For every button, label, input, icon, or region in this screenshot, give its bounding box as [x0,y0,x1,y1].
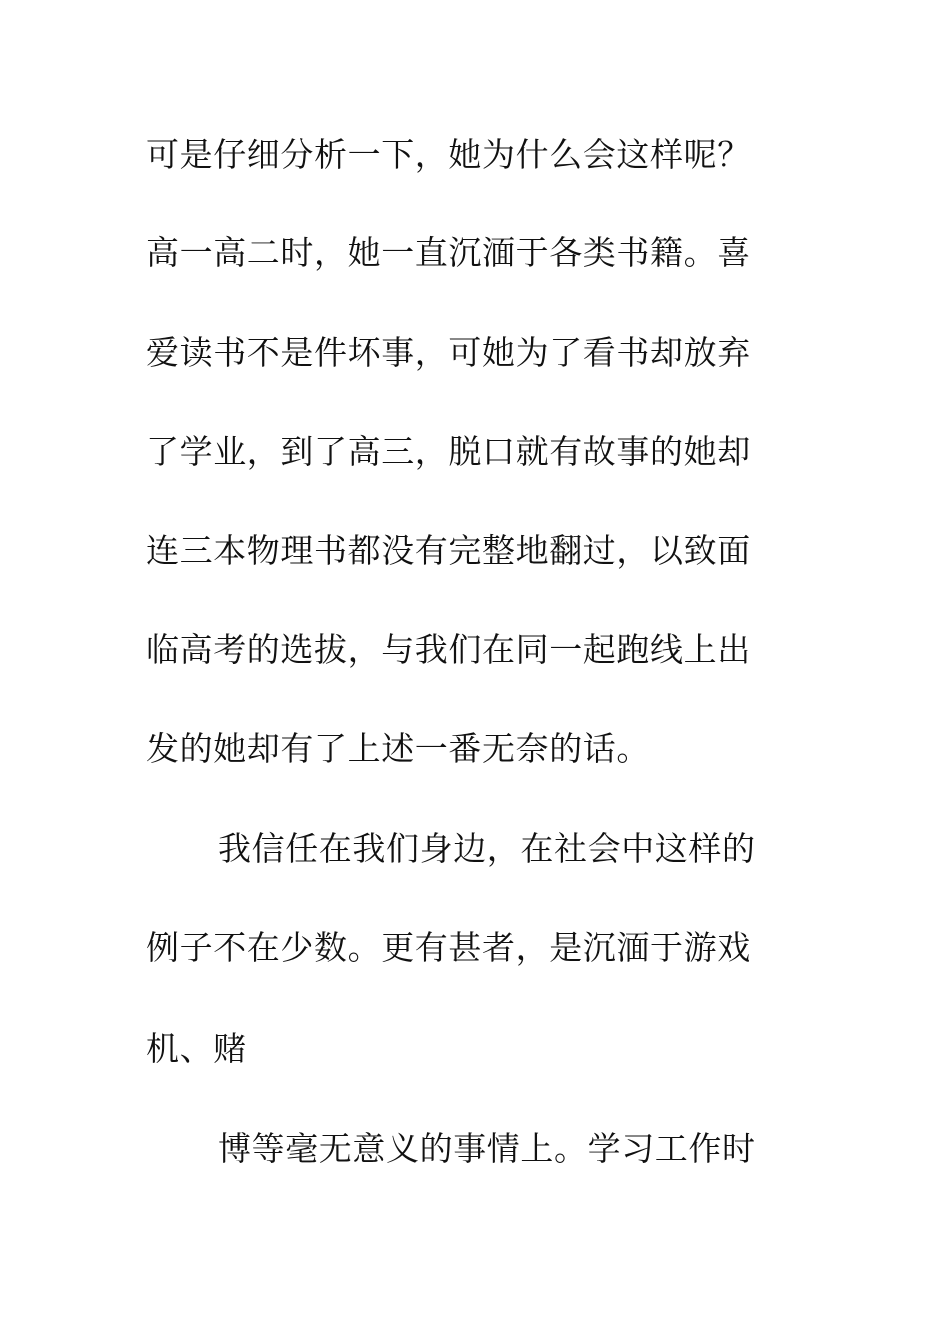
text-line: 可是仔细分析一下，她为什么会这样呢？ [146,135,751,174]
paragraph-first-line: 博等毫无意义的事情上。学习工作时 [218,1129,756,1168]
text-line: 临高考的选拔，与我们在同一起跑线上出 [146,630,751,669]
text-line: 发的她却有了上述一番无奈的话。 [146,729,650,768]
text-line: 机、赌 [146,1029,247,1068]
text-line: 高一高二时，她一直沉湎于各类书籍。喜 [146,233,751,272]
text-line: 了学业，到了高三，脱口就有故事的她却 [146,432,751,471]
text-line: 爱读书不是件坏事，可她为了看书却放弃 [146,333,751,372]
paragraph-first-line: 我信任在我们身边，在社会中这样的 [218,829,756,868]
text-line: 连三本物理书都没有完整地翻过，以致面 [146,531,751,570]
text-line: 例子不在少数。更有甚者，是沉湎于游戏 [146,928,751,967]
